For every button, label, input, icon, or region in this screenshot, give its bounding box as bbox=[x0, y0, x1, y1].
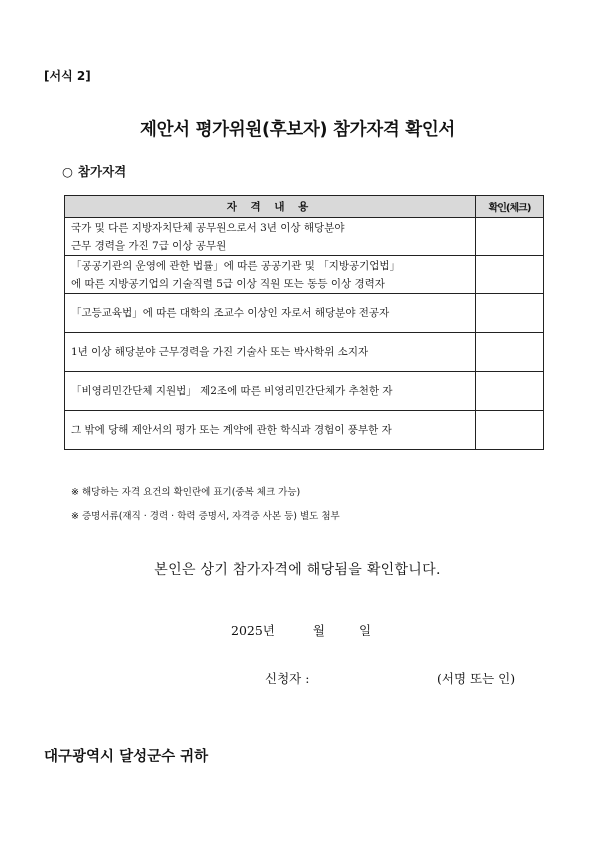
criteria-line: 에 따른 지방공기업의 기술직렬 5급 이상 직원 또는 동등 이상 경력자 bbox=[71, 277, 385, 290]
check-cell[interactable] bbox=[476, 294, 544, 333]
check-cell[interactable] bbox=[476, 256, 544, 294]
table-row bbox=[65, 256, 544, 294]
table-row bbox=[65, 333, 544, 372]
check-column-header: 확인(체크) bbox=[476, 196, 544, 218]
circle-bullet-icon: ○ bbox=[62, 164, 73, 179]
criteria-cell bbox=[65, 256, 476, 294]
table-row bbox=[65, 294, 544, 333]
check-cell[interactable] bbox=[476, 411, 544, 450]
criteria-cell: 「비영리민간단체 지원법」 제2조에 따른 비영리민간단체가 추천한 자 bbox=[65, 372, 476, 411]
note-check-instruction: ※ 해당하는 자격 요건의 확인란에 표기(중복 체크 가능) bbox=[71, 487, 301, 498]
date-day: 일 bbox=[358, 623, 372, 638]
addressee: 대구광역시 달성군수 귀하 bbox=[44, 749, 209, 765]
qualification-table bbox=[64, 195, 544, 450]
document-title: 제안서 평가위원(후보자) 참가자격 확인서 bbox=[139, 120, 456, 140]
section-heading bbox=[62, 162, 126, 180]
date-line bbox=[231, 621, 371, 639]
confirmation-statement: 본인은 상기 참가자격에 해당됨을 확인합니다. bbox=[154, 562, 441, 578]
date-year: 2025년 bbox=[231, 623, 275, 638]
form-number-label: [서식 2] bbox=[44, 69, 91, 83]
criteria-cell: 그 밖에 당해 제안서의 평가 또는 계약에 관한 학식과 경험이 풍부한 자 bbox=[65, 411, 476, 450]
table-row bbox=[65, 411, 544, 450]
criteria-line: 국가 및 다른 지방자치단체 공무원으로서 3년 이상 해당분야 bbox=[71, 221, 345, 234]
note-attachment-instruction: ※ 증명서류(재직 · 경력 · 학력 증명서, 자격증 사본 등) 별도 첨부 bbox=[71, 511, 340, 522]
signature-hint: (서명 또는 인) bbox=[437, 671, 516, 686]
criteria-column-header: 자 격 내 용 bbox=[65, 196, 476, 218]
applicant-label: 신청자 : bbox=[265, 671, 310, 686]
section-heading-text: 참가자격 bbox=[77, 164, 127, 179]
table-row bbox=[65, 218, 544, 256]
criteria-line: 근무 경력을 가진 7급 이상 공무원 bbox=[71, 239, 227, 252]
date-month: 월 bbox=[312, 623, 325, 638]
check-cell[interactable] bbox=[476, 372, 544, 411]
table-header-row bbox=[65, 196, 544, 218]
criteria-line: 「공공기관의 운영에 관한 법률」에 따른 공공기관 및 「지방공기업법」 bbox=[71, 259, 401, 272]
check-cell[interactable] bbox=[476, 333, 544, 372]
criteria-cell: 1년 이상 해당분야 근무경력을 가진 기술사 또는 박사학위 소지자 bbox=[65, 333, 476, 372]
check-cell[interactable] bbox=[476, 218, 544, 256]
criteria-cell: 「고등교육법」에 따른 대학의 조교수 이상인 자로서 해당분야 전공자 bbox=[65, 294, 476, 333]
criteria-cell bbox=[65, 218, 476, 256]
table-row bbox=[65, 372, 544, 411]
